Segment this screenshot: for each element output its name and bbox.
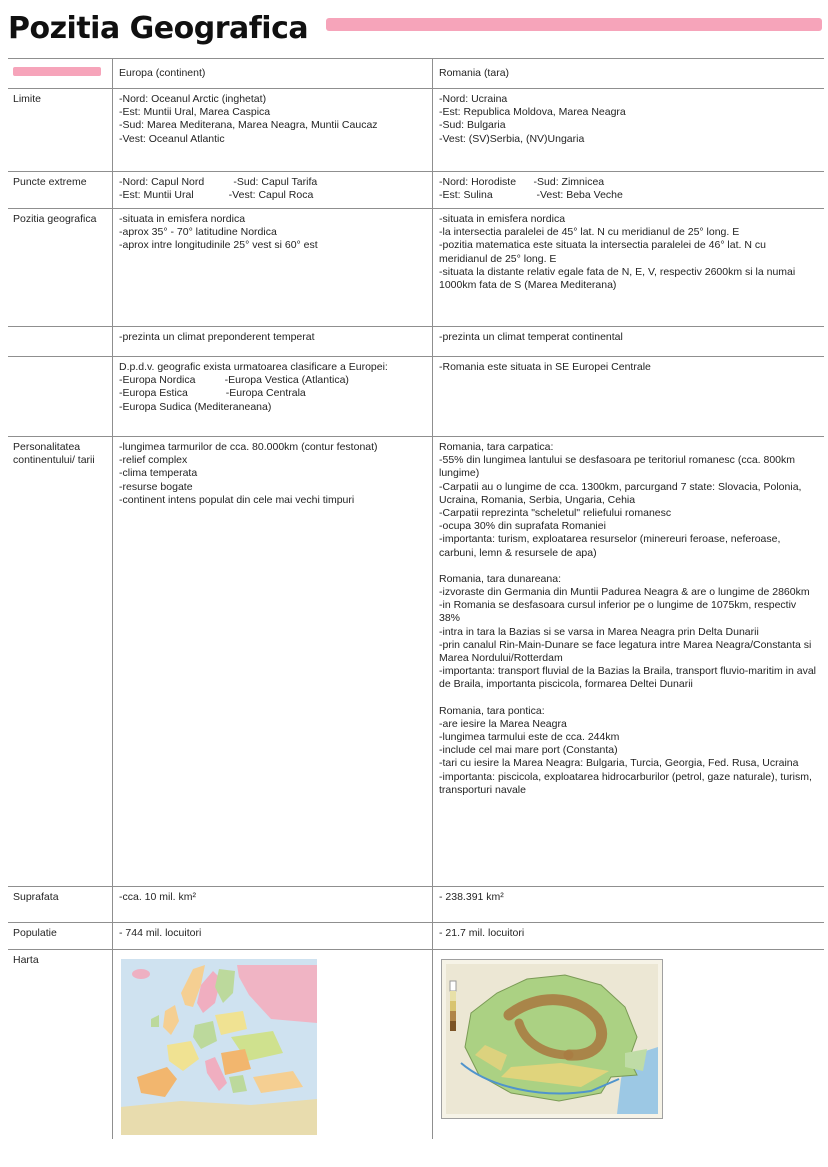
table-row-suprafata: [8, 887, 824, 923]
cell-suprafata-romania: [432, 887, 824, 922]
text-line: -Est: Sulina -Vest: Beba Veche: [439, 189, 623, 202]
text-line: -in Romania se desfasoara cursul inferior pe o lungime de 1075km, respectiv 38%: [439, 599, 800, 625]
text-line: -situata in emisfera nordica: [119, 213, 246, 225]
pink-highlight-swatch: [13, 67, 101, 76]
text-line: -aprox 35° - 70° latitudine Nordica: [119, 226, 277, 239]
text-line: -Romania este situata in SE Europei Centrale: [439, 361, 651, 373]
row-label-harta: Harta: [13, 954, 39, 966]
cell-personalitatea-europa: [112, 437, 432, 886]
text-line: -Carpatii reprezinta "scheletul" reliefului romanesc: [439, 507, 672, 520]
cell-limite-romania: [432, 89, 824, 171]
text-line: -Europa Estica -Europa Centrala: [119, 387, 306, 400]
text-line: - 238.391 km²: [439, 891, 504, 903]
title-highlight-bar: [326, 18, 822, 31]
table-row-puncte-extreme: [8, 172, 824, 209]
text-line: -cca. 10 mil. km²: [119, 891, 197, 903]
text-line: -Nord: Oceanul Arctic (inghetat): [119, 93, 267, 105]
table-row-populatie: [8, 923, 824, 950]
cell-populatie-europa: [112, 923, 432, 949]
text-line: -importanta: turism, exploatarea resurselor (minereuri feroase, neferoase, carbuni, lemn & resursele de apa): [439, 533, 784, 559]
row-label-clasificare: [8, 357, 112, 436]
text-line: -Sud: Marea Mediterana, Marea Neagra, Muntii Caucaz: [119, 119, 378, 132]
table-header-row: [8, 59, 824, 89]
text-line: -clima temperata: [119, 467, 198, 480]
text-line: - 744 mil. locuitori: [119, 927, 202, 939]
text-line: -izvoraste din Germania din Muntii Padurea Neagra & are o lungime de 2860km: [439, 586, 810, 599]
cell-harta-europa: [112, 950, 432, 1139]
text-line: -Est: Muntii Ural -Vest: Capul Roca: [119, 189, 314, 202]
text-line: -la intersectia paralelei de 45° lat. N cu meridianul de 25° long. E: [439, 226, 740, 239]
text-line: -importanta: piscicola, exploatarea hidrocarburilor (petrol, gaze naturale), turism, transporturi navale: [439, 770, 815, 796]
cell-harta-romania: [432, 950, 824, 1139]
text-line: -Est: Muntii Ural, Marea Caspica: [119, 106, 271, 119]
text-line: -Nord: Capul Nord -Sud: Capul Tarifa: [119, 176, 318, 188]
text-line: -Sud: Bulgaria: [439, 119, 506, 132]
text-line: -Nord: Horodiste -Sud: Zimnicea: [439, 176, 605, 188]
text-line: [439, 692, 816, 705]
cell-personalitatea-romania: [432, 437, 824, 886]
europa-political-map-image: [121, 959, 317, 1135]
table-row-clima: [8, 327, 824, 357]
geography-table: [8, 58, 824, 1139]
text-line: -ocupa 30% din suprafata Romaniei: [439, 520, 606, 533]
column-header-europa: Europa (continent): [112, 59, 432, 88]
text-line: -situata la distante relativ egale fata de N, E, V, respectiv 2600km si la numai 1000km fata de S (Marea Mediterana): [439, 265, 799, 292]
text-line: -relief complex: [119, 454, 188, 467]
row-label-puncte-extreme: Puncte extreme: [13, 176, 87, 188]
text-line: -Est: Republica Moldova, Marea Neagra: [439, 106, 626, 119]
text-line: -situata in emisfera nordica: [439, 213, 566, 225]
text-line: -importanta: transport fluvial de la Bazias la Braila, transport fluvio-maritim in aval de Braila, importanta piscicola, formarea Deltei Dunarii: [439, 665, 819, 691]
cell-limite-europa: [112, 89, 432, 171]
cell-puncte-romania: [432, 172, 824, 208]
text-line: -continent intens populat din cele mai vechi timpuri: [119, 493, 355, 506]
column-header-romania: Romania (tara): [432, 59, 824, 88]
romania-physical-map-image: [441, 959, 663, 1119]
text-line: -are iesire la Marea Neagra: [439, 717, 567, 730]
text-line: -tari cu iesire la Marea Neagra: Bulgaria, Turcia, Georgia, Fed. Rusa, Ucraina: [439, 757, 799, 770]
cell-populatie-romania: [432, 923, 824, 949]
row-label-populatie: Populatie: [13, 927, 57, 939]
text-line: -lungimea tarmurilor de cca. 80.000km (contur festonat): [119, 441, 378, 453]
page-title: Pozitia Geografica: [8, 10, 309, 46]
table-row-limite: [8, 89, 824, 172]
title-row: [0, 0, 828, 50]
text-line: -Europa Nordica -Europa Vestica (Atlantica): [119, 374, 349, 387]
table-row-personalitatea: [8, 437, 824, 887]
row-label-clima: [8, 327, 112, 356]
header-label-cell: [8, 59, 112, 88]
text-line: -55% din lungimea lantului se desfasoara pe teritoriul romanesc (cca. 800km lungime): [439, 454, 798, 480]
cell-pozitia-europa: [112, 209, 432, 326]
text-line: -pozitia matematica este situata la intersectia paralelei de 46° lat. N cu meridianul de 25° long. E: [439, 239, 769, 265]
row-label-limite: Limite: [13, 93, 42, 105]
text-line: Romania, tara pontica:: [439, 704, 545, 717]
text-line: -include cel mai mare port (Constanta): [439, 744, 618, 757]
cell-clasificare-romania: [432, 357, 824, 436]
elevation-legend: [450, 981, 456, 1031]
text-line: D.p.d.v. geografic exista urmatoarea clasificare a Europei:: [119, 361, 388, 373]
text-line: -Europa Sudica (Mediteraneana): [119, 400, 272, 413]
text-line: -lungimea tarmului este de cca. 244km: [439, 731, 620, 744]
text-line: -Carpatii au o lungime de cca. 1300km, parcurgand 7 state: Slovacia, Polonia, Ucraina, Romania, Serbia, Ungaria, Cehia: [439, 480, 805, 506]
cell-clima-romania: [432, 327, 824, 356]
table-row-pozitia-geografica: [8, 209, 824, 327]
row-label-pozitia-geografica: Pozitia geografica: [13, 213, 97, 225]
text-line: Romania, tara dunareana:: [439, 572, 561, 585]
cell-pozitia-romania: [432, 209, 824, 326]
table-row-harta: [8, 950, 824, 1139]
row-label-personalitatea: Personalitatea continentului/ tarii: [13, 441, 95, 467]
text-line: -prin canalul Rin-Main-Dunare se face legatura intre Marea Neagra/Constanta si Marea Nordului/Rotterdam: [439, 638, 815, 665]
cell-puncte-europa: [112, 172, 432, 208]
text-line: -Nord: Ucraina: [439, 93, 508, 105]
text-line: Romania, tara carpatica:: [439, 441, 554, 453]
text-line: -Vest: (SV)Serbia, (NV)Ungaria: [439, 132, 585, 145]
cell-clasificare-europa: [112, 357, 432, 436]
text-line: -Vest: Oceanul Atlantic: [119, 132, 225, 145]
cell-clima-europa: [112, 327, 432, 356]
text-line: -aprox intre longitudinile 25° vest si 60° est: [119, 239, 318, 252]
table-row-clasificare: [8, 357, 824, 437]
row-label-suprafata: Suprafata: [13, 891, 59, 903]
text-line: -prezinta un climat temperat continental: [439, 331, 623, 343]
cell-suprafata-europa: [112, 887, 432, 922]
text-line: - 21.7 mil. locuitori: [439, 927, 525, 939]
text-line: -intra in tara la Bazias si se varsa in Marea Neagra prin Delta Dunarii: [439, 625, 759, 638]
text-line: -prezinta un climat preponderent temperat: [119, 331, 315, 343]
text-line: [439, 560, 816, 573]
text-line: -resurse bogate: [119, 480, 193, 493]
